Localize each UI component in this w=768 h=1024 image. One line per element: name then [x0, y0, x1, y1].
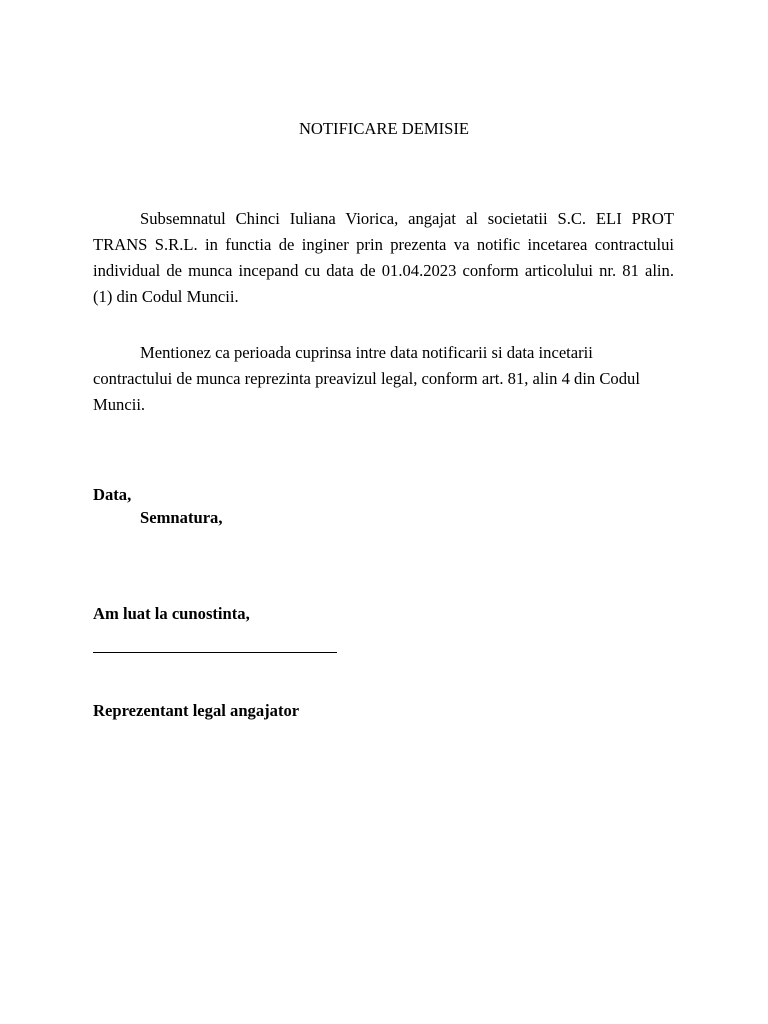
date-label: Data,	[93, 485, 132, 504]
paragraph-notice-period: Mentionez ca perioada cuprinsa intre data notificarii si data incetarii contractului de munca reprezinta preavizul legal, conform art. 81, alin 4 din Codul Muncii.	[93, 343, 640, 414]
signature-line	[93, 652, 337, 653]
representative-label: Reprezentant legal angajator	[93, 701, 300, 720]
paragraph-notification: Subsemnatul Chinci Iuliana Viorica, angajat al societatii S.C. ELI PROT TRANS S.R.L. in functia de inginer prin prezenta va notific incetarea contractului individual de munca incepand cu data de 01.04.2023 conform articolului nr. 81 alin. (1) din Codul Muncii.	[93, 209, 674, 306]
document-title: NOTIFICARE DEMISIE	[298, 119, 470, 138]
acknowledgement-label: Am luat la cunostinta,	[93, 604, 250, 623]
signature-label: Semnatura,	[140, 508, 223, 527]
